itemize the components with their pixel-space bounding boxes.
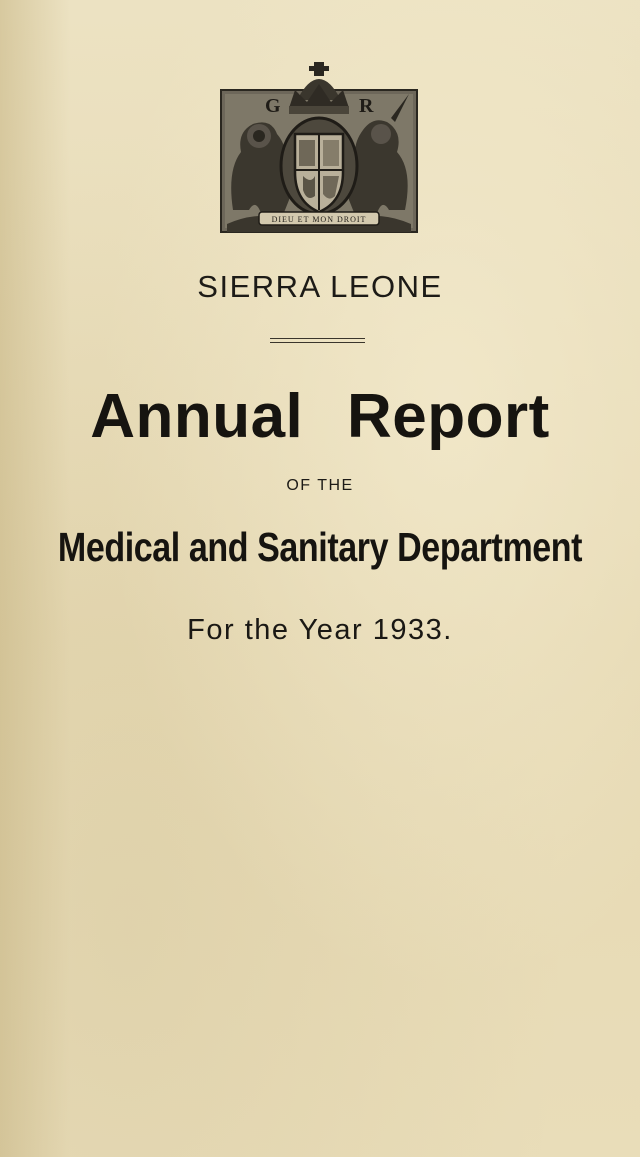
crest-motto: DIEU ET MON DROIT (271, 215, 367, 224)
cipher-right: R (359, 95, 374, 117)
royal-coat-of-arms-icon (219, 60, 419, 236)
department-name: Medical and Sanitary Department (57, 524, 583, 570)
country-name: SIERRA LEONE (197, 269, 443, 304)
title-connector: OF THE (286, 477, 354, 494)
decorative-divider (270, 338, 365, 343)
report-title: Annual Report (90, 382, 550, 451)
cipher-left: G (265, 95, 281, 117)
report-period: For the Year 1933. (187, 614, 453, 646)
